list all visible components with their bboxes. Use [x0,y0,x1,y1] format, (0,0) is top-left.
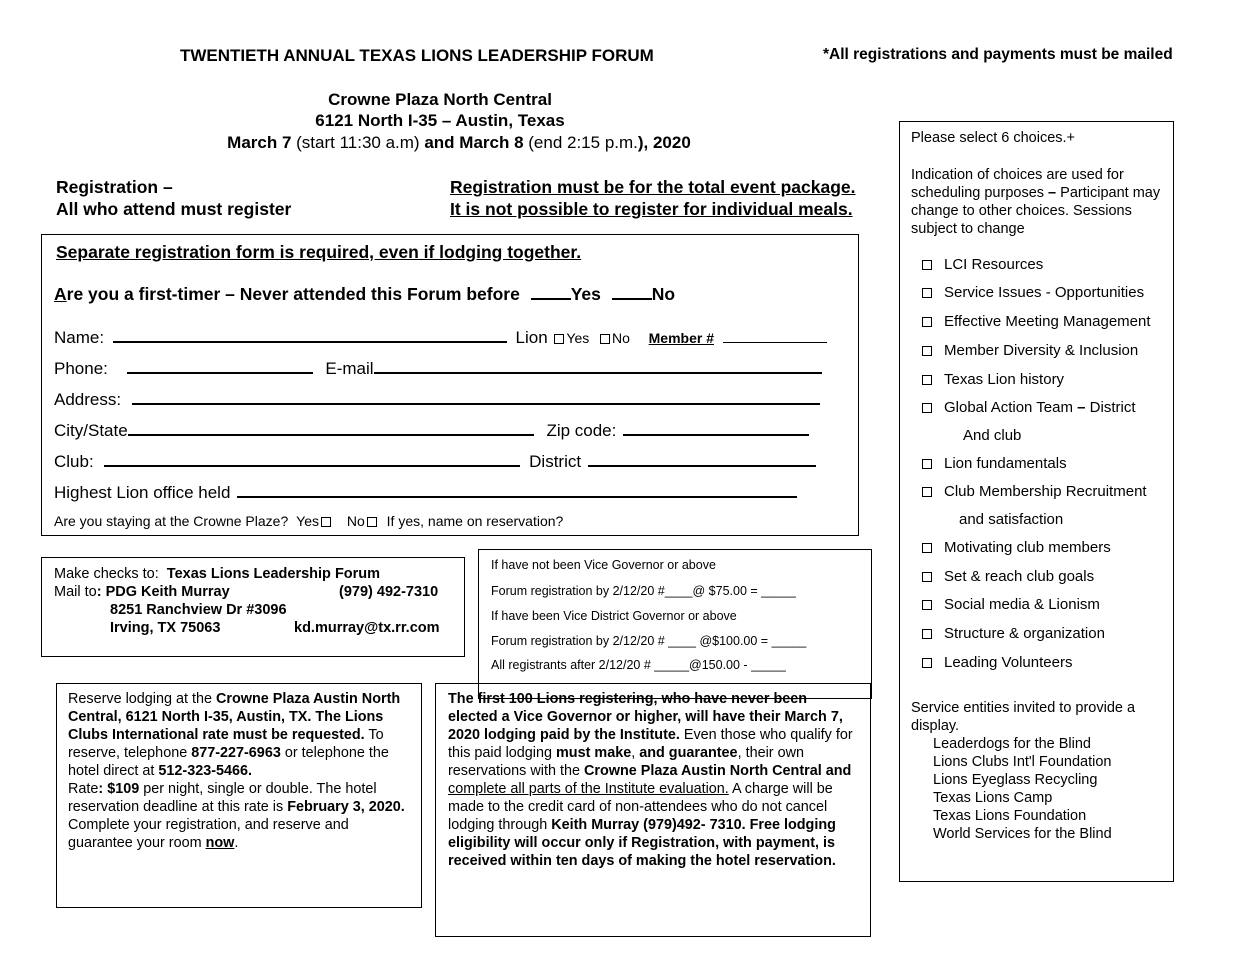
lodging-or: or telephone the hotel direct at [68,745,389,779]
entity-item: World Services for the Blind [933,826,1112,842]
choice-label-continued: And club [963,427,1022,444]
club-field[interactable] [104,451,520,467]
choice-checkbox[interactable] [922,260,932,270]
mail-phone: (979) 492-7310 [339,584,439,600]
first-100-paragraph [448,690,858,870]
lodging-paragraph-2 [68,780,411,852]
date-1: March 7 [227,133,292,152]
office-label: Highest Lion office held [54,483,231,502]
lion-label: Lion [515,328,548,347]
choice-label: Club Membership Recruitment [944,483,1147,500]
choice-checkbox[interactable] [922,543,932,553]
mail-label: Mail to [54,584,97,600]
checks-payee: Texas Lions Leadership Forum [166,566,381,582]
phone-label: Phone: [54,359,108,378]
date-year: ), 2020 [637,133,691,152]
entity-item: Lions Eyeglass Recycling [933,772,1098,788]
choice-label: Lion fundamentals [944,455,1067,472]
first-100-guarantee: and guarantee [639,745,738,761]
date-1-time: (start 11:30 a.m) [291,133,420,152]
city-state-field[interactable] [128,420,534,436]
choice-checkbox[interactable] [922,459,932,469]
choice-checkbox[interactable] [922,346,932,356]
lion-yes-label: Yes [566,330,590,346]
choices-note-text: Indication of choices are used for scheduling purposes [911,167,1124,201]
choice-label-dash: – [1077,399,1086,416]
fee-line-2[interactable]: Forum registration by 2/12/20 #____@ $75.00 = _____ [491,584,796,598]
district-label: District [529,452,582,471]
entity-item: Leaderdogs for the Blind [933,736,1091,752]
choice-item[interactable] [920,371,1064,388]
name-label: Name: [54,328,105,347]
payment-box [41,557,465,657]
choice-item[interactable] [920,284,1144,301]
first-timer-no-blank[interactable] [612,284,652,300]
staying-question: Are you staying at the Crowne Plaze? [54,513,289,529]
entities-intro: Service entities invited to provide a display. [911,700,1136,734]
address-label: Address: [54,390,122,409]
lodging-phone-1: 877-227-6963 [191,745,281,761]
choice-item[interactable] [920,342,1138,359]
lion-no-option [598,330,630,346]
first-timer-text: re you a first-timer – Never attended this Forum before [66,284,520,304]
choice-checkbox[interactable] [922,572,932,582]
choice-checkbox[interactable] [922,487,932,497]
choice-label-tail: District [1089,399,1136,416]
mail-name: : PDG Keith Murray [96,584,230,600]
lion-yes-option [552,330,589,346]
choice-label: Structure & organization [944,625,1105,642]
first-100-hotel: Crowne Plaza Austin North Central [583,763,822,779]
mail-line [54,584,230,600]
choices-note-dash: – [1048,185,1057,201]
choice-checkbox[interactable] [922,288,932,298]
choice-item[interactable] [920,539,1111,556]
first-100-and: and [821,763,852,779]
entity-item: Texas Lions Camp [933,790,1053,806]
registration-form [41,234,859,536]
member-number-field[interactable] [723,330,827,343]
email-field[interactable] [374,358,822,374]
first-100-comma: , [631,745,640,761]
first-100-charge: A charge will be made to the credit card of non-attendees who do not cancel lodging through [448,781,833,833]
mail-street: 8251 Ranchview Dr #3096 [110,602,287,618]
choice-checkbox[interactable] [922,375,932,385]
entity-item: Texas Lions Foundation [933,808,1087,824]
lodging-rate-text: per night, single or double. The hotel reservation deadline at this rate is [68,781,377,815]
choice-item[interactable] [920,313,1151,330]
mail-email: kd.murray@tx.rr.com [294,620,440,636]
venue-name: Crowne Plaza North Central [328,90,552,109]
first-100-offer: The first 100 Lions registering, who have never been elected a Vice Governor or higher, will have their March 7, 2020 lodging paid by the Institute. [448,691,843,743]
lodging-hotel: Crowne Plaza Austin North Central, 6121 North I-35, Austin, TX. The Lions Clubs International rate must be requested. [68,691,401,743]
zip-field[interactable] [623,420,809,436]
lodging-box [56,683,422,908]
registration-heading [56,176,291,220]
first-timer-a: A [54,284,67,304]
checks-line [54,566,380,582]
fee-line-1: If have not been Vice Governor or above [491,558,716,572]
address-field[interactable] [132,389,820,405]
choice-label-continued: and satisfaction [959,511,1064,528]
choices-intro: Please select 6 choices.+ [911,130,1076,146]
registration-rule-2: It is not possible to register for individual meals. [450,199,853,219]
choice-item[interactable] [920,483,1147,500]
date-and: and [419,133,460,152]
staying-name-prompt: If yes, name on reservation? [386,513,564,529]
choice-label: LCI Resources [944,256,1044,273]
event-dates [0,133,918,153]
choices-note [911,166,1167,238]
city-state-label: City/State [54,421,128,440]
registration-rule-1: Registration must be for the total event package. [450,177,856,197]
lodging-paragraph-1 [68,690,411,780]
fee-line-5[interactable]: All registrants after 2/12/20 # _____@150.00 - _____ [491,658,786,672]
fee-line-3: If have been Vice District Governor or above [491,609,737,623]
choice-label: Texas Lion history [944,371,1065,388]
staying-yes-checkbox[interactable] [321,517,331,527]
venue-address: 6121 North I-35 – Austin, Texas [315,111,565,130]
choice-label: Global Action Team [944,399,1073,416]
first-timer-yes-blank[interactable] [531,284,571,300]
lodging-phone-2: 512-323-5466. [158,763,253,779]
lion-yes-checkbox[interactable] [554,334,564,344]
lodging-deadline: February 3, 2020. [287,799,405,815]
first-100-even: Even those who qualify for this paid lodging [448,727,853,761]
separate-form-note: Separate registration form is required, even if lodging together. [56,242,582,262]
first-100-box [435,683,871,937]
choice-item[interactable] [920,399,1135,416]
choice-item[interactable] [920,596,1100,613]
choice-item[interactable] [920,625,1105,642]
mail-city: Irving, TX 75063 [110,620,221,636]
office-field[interactable] [237,482,797,498]
staying-no-checkbox[interactable] [367,517,377,527]
name-field[interactable] [113,327,507,343]
choice-item[interactable] [920,654,1072,671]
phone-field[interactable] [127,358,313,374]
first-timer-question [54,284,675,305]
first-timer-yes: Yes [570,284,601,304]
choice-label: Effective Meeting Management [944,313,1151,330]
lion-no-label: No [612,330,630,346]
first-100-evaluation: complete all parts of the Institute evaluation. [448,781,729,797]
lodging-rate: : $109 [98,781,140,797]
fee-line-4[interactable]: Forum registration by 2/12/20 # ____ @$100.00 = _____ [491,634,807,648]
choice-checkbox[interactable] [922,629,932,639]
lodging-reserve: To reserve, telephone [68,727,384,761]
fees-box [478,549,872,699]
district-field[interactable] [588,451,816,467]
zip-label: Zip code: [546,421,617,440]
choice-checkbox[interactable] [922,403,932,413]
lion-no-checkbox[interactable] [600,334,610,344]
staying-row [54,513,563,529]
office-row [54,482,797,503]
city-row [54,420,809,441]
choice-label: Member Diversity & Inclusion [944,342,1139,359]
date-2: March 8 [459,133,524,152]
address-row [54,389,820,410]
choices-box [899,121,1174,882]
choices-note-rest: Participant may change to other choices. Sessions subject to change [911,185,1161,237]
entity-item: Lions Clubs Int'l Foundation [933,754,1112,770]
choice-item[interactable] [920,256,1043,273]
choice-label: Motivating club members [944,539,1111,556]
phone-row [54,358,822,379]
first-timer-no: No [651,284,676,304]
staying-no-label: No [346,513,365,529]
date-2-time: (end 2:15 p.m. [523,133,638,152]
lodging-rate-label: Rate [68,781,99,797]
registration-heading-line-2: All who attend must register [56,199,292,219]
first-100-contact: Keith Murray (979)492- 7310. Free lodging eligibility will occur only if Registration, with payment, is received within ten days of making the hotel reservation. [448,817,836,869]
entities-list [933,735,1112,843]
choice-label: Set & reach club goals [944,568,1095,585]
lodging-intro: Reserve lodging at the [68,691,216,707]
choice-checkbox[interactable] [922,658,932,668]
lodging-period: . [234,835,239,851]
mail-note: *All registrations and payments must be mailed [823,46,1173,63]
choice-label: Leading Volunteers [944,654,1073,671]
lodging-complete: Complete your registration, and reserve and guarantee your room [68,817,349,851]
first-100-reservations: , their own reservations with the [448,745,804,779]
email-label: E-mail [325,359,374,378]
staying-yes-label: Yes [296,513,319,529]
first-100-must-make: must make [556,745,632,761]
choice-item[interactable] [920,455,1067,472]
choice-item[interactable] [920,568,1094,585]
lodging-now: now [205,835,235,851]
choice-label: Service Issues - Opportunities [944,284,1145,301]
page-title: TWENTIETH ANNUAL TEXAS LIONS LEADERSHIP FORUM [180,46,654,65]
choice-checkbox[interactable] [922,600,932,610]
club-label: Club: [54,452,94,471]
registration-heading-line-1: Registration – [56,177,173,197]
choice-label: Social media & Lionism [944,596,1100,613]
club-row [54,451,816,472]
member-number-label: Member # [648,330,714,346]
name-row [54,327,827,348]
registration-rules [450,176,856,220]
checks-label: Make checks to: [54,566,159,582]
choice-checkbox[interactable] [922,317,932,327]
